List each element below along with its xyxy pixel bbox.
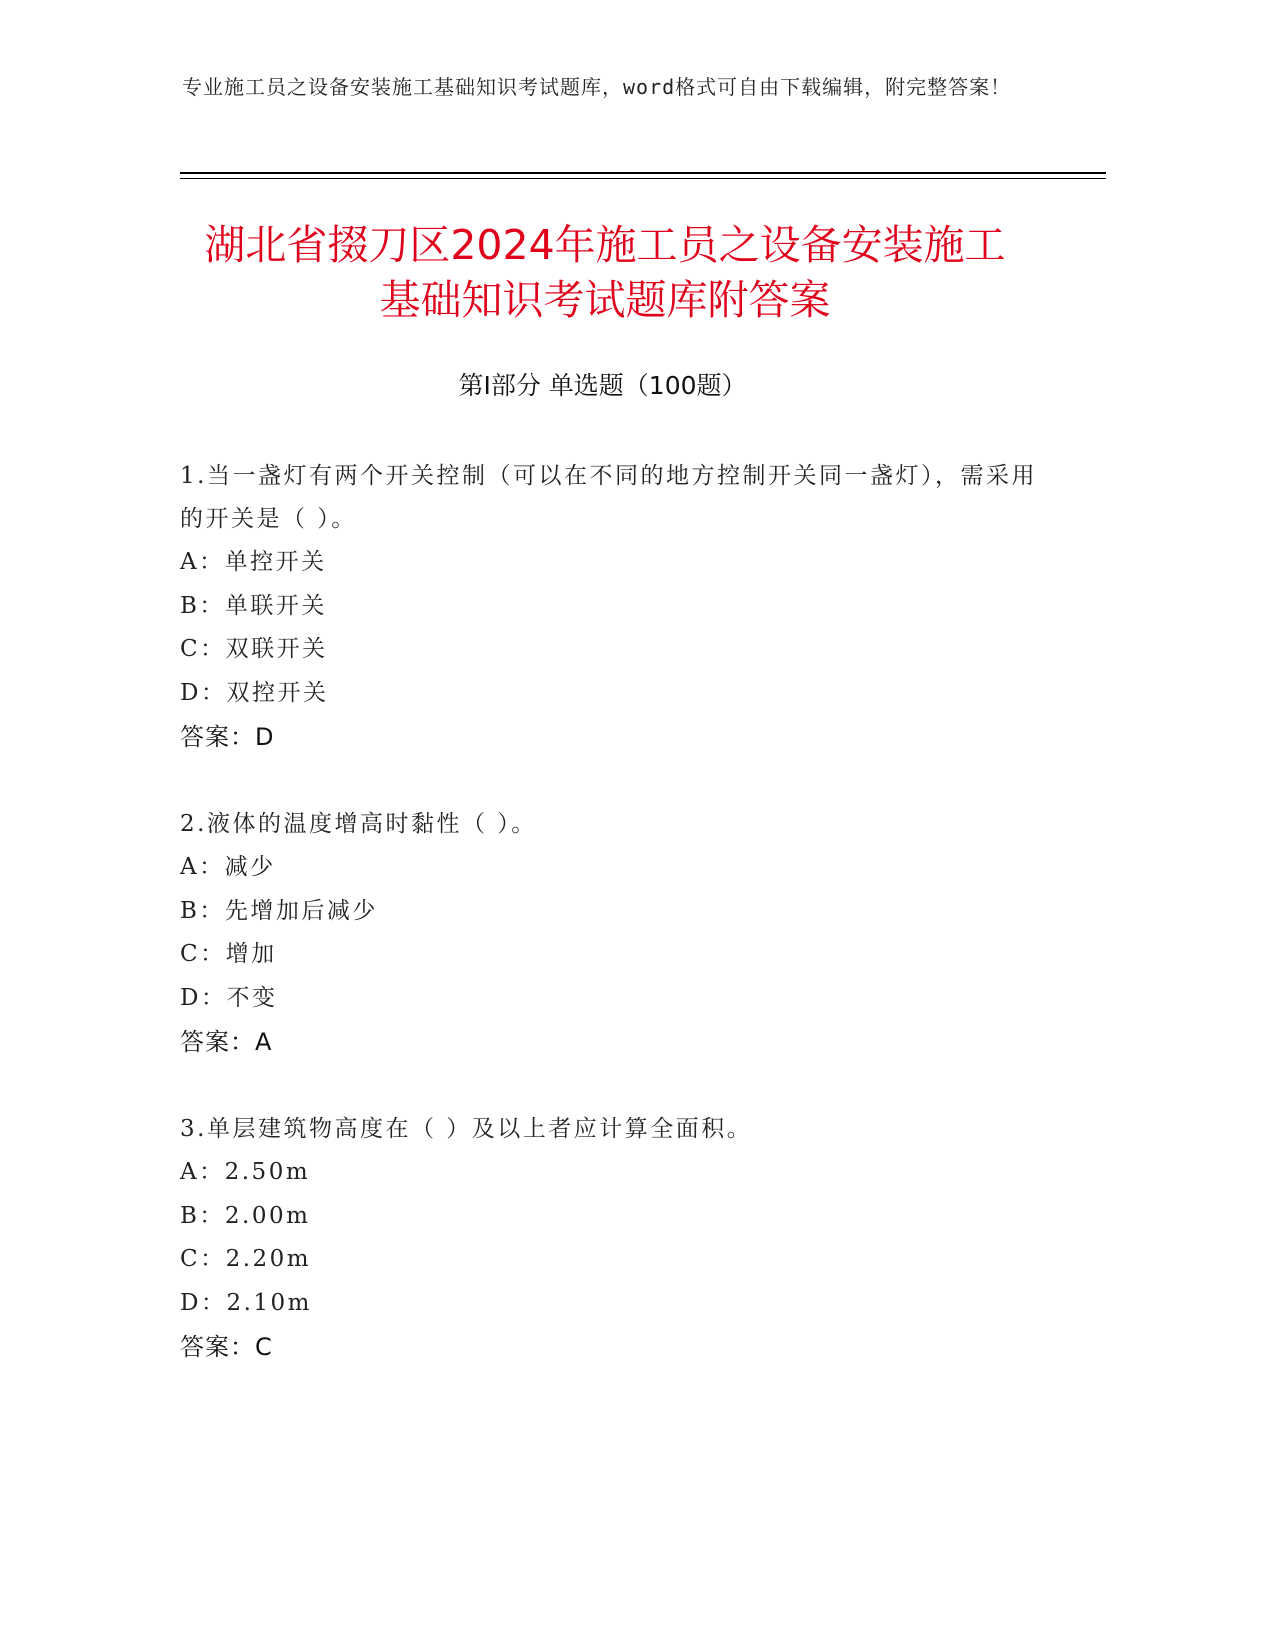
option-b: B：先增加后减少 [180,897,378,924]
option-a: A：单控开关 [180,549,327,575]
header-divider-thick [180,172,1106,174]
question-stem: 3.单层建筑物高度在（ ）及以上者应计算全面积。 [180,1116,753,1142]
question-stem: 2.液体的温度增高时黏性（ ）。 [180,811,537,837]
question-stem: 1.当一盏灯有两个开关控制（可以在不同的地方控制开关同一盏灯），需采用的开关是（ ）。 [180,463,1037,532]
document-title [0,218,1210,328]
option-d: D：双控开关 [180,679,329,706]
header-divider-thin [180,178,1106,179]
answer-line: 答案：C [180,1333,273,1362]
option-c: C：双联开关 [180,636,328,663]
option-a: A：减少 [180,854,276,880]
option-c: C：2.20m [180,1246,312,1273]
question-block [180,803,1060,1064]
answer-line: 答案：A [180,1028,273,1057]
option-a: A：2.50m [180,1159,311,1185]
question-block [180,455,1060,759]
option-b: B：单联开关 [180,592,327,619]
answer-line: 答案：D [180,723,275,752]
header-note: 专业施工员之设备安装施工基础知识考试题库，word格式可自由下载编辑，附完整答案！ [182,75,1012,99]
document-title-line-2: 基础知识考试题库附答案 [379,276,831,324]
option-b: B：2.00m [180,1202,311,1229]
document-title-line-1: 湖北省掇刀区2024年施工员之设备安装施工 [204,221,1006,269]
option-c: C：增加 [180,941,277,968]
question-block [180,1108,1060,1369]
option-d: D：2.10m [180,1289,312,1316]
section-title: 第Ⅰ部分 单选题（100题） [458,371,747,400]
option-d: D：不变 [180,984,278,1011]
